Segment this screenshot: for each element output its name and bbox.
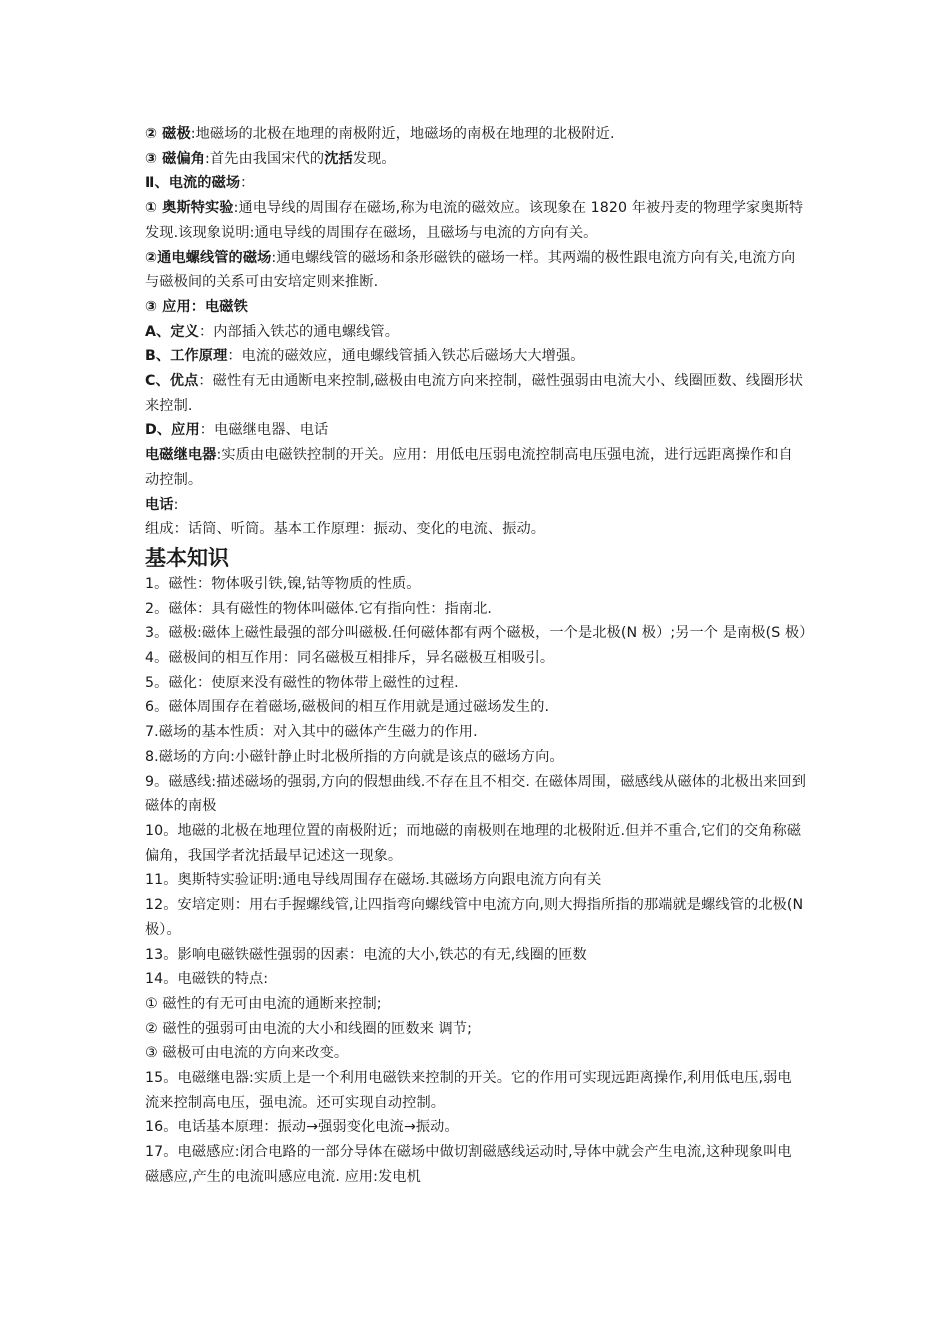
list-item: 10。地磁的北极在地理位置的南极附近；而地磁的南极则在地理的北极附近.但并不重合,它们的交角称磁 偏角，我国学者沈括最早记述这一现象。	[145, 822, 802, 864]
term: ① 奥斯特实验	[145, 200, 234, 217]
list-item: 15。电磁继电器:实质上是一个利用电磁铁来控制的开关。它的作用可实现远距离操作,利用低电压,弱电 流来控制高电压，强电流。还可实现自动控制。	[145, 1070, 792, 1111]
paragraph-relay	[145, 443, 807, 492]
list-item: 8.磁场的方向:小磁针静止时北极所指的方向就是该点的磁场方向。	[145, 748, 564, 765]
list-item: 4。磁极间的相互作用：同名磁极互相排斥，异名磁极互相吸引。	[145, 650, 555, 667]
term: 电话	[145, 496, 174, 513]
text: :首先由我国宋代的	[205, 150, 325, 167]
list-item: ③ 磁极可由电流的方向来改变。	[145, 1045, 349, 1062]
term: 电磁继电器	[145, 447, 217, 464]
section-heading: 基本知识	[145, 544, 229, 570]
list-item: 13。影响电磁铁磁性强弱的因素：电流的大小,铁芯的有无,线圈的匝数	[145, 946, 587, 963]
text: ：	[240, 175, 255, 192]
text: ：电磁继电器、电话	[199, 422, 329, 439]
term: ②通电螺线管的磁场	[145, 249, 272, 266]
term: ② 磁极	[145, 126, 191, 142]
list-item: 6。磁体周围存在着磁场,磁极间的相互作用就是通过磁场发生的.	[145, 699, 550, 716]
text: :通电螺线管的磁场和条形磁铁的磁场一样。其两端的极性跟电流方向有关,电流方向与磁极间的关系可由安培定则来推断.	[145, 249, 796, 291]
text: 发现。	[352, 150, 396, 167]
paragraph-declination	[145, 147, 807, 172]
list-item: 3。磁极:磁体上磁性最强的部分叫磁极.任何磁体都有两个磁极，一个是北极(N 极）;另一个 是南极(S 极）	[145, 625, 814, 642]
list-item: 17。电磁感应:闭合电路的一部分导体在磁场中做切割磁感线运动时,导体中就会产生电流,这种现象叫电 磁感应,产生的电流叫感应电流. 应用:发电机	[145, 1144, 792, 1185]
list-item: 5。磁化：使原来没有磁性的物体带上磁性的过程.	[145, 674, 459, 691]
section-title-current-field	[145, 171, 807, 196]
term: B、工作原理	[145, 348, 228, 365]
text: ：内部插入铁芯的通电螺线管。	[198, 323, 399, 340]
paragraph-solenoid	[145, 246, 807, 295]
term: A、定义	[145, 323, 199, 340]
list-item: 12。安培定则：用右手握螺线管,让四指弯向螺线管中电流方向,则大拇指所指的那端就是螺线管的北极(N 极）。	[145, 897, 804, 938]
term: ③ 应用：电磁铁	[145, 298, 248, 315]
term: ③ 磁偏角	[145, 150, 206, 167]
list-item: ② 磁性的强弱可由电流的大小和线圈的匝数来 调节;	[145, 1020, 472, 1037]
list-item: 11。奥斯特实验证明:通电导线周围存在磁场.其磁场方向跟电流方向有关	[145, 872, 602, 889]
term: D、应用	[145, 422, 200, 439]
paragraph-application	[145, 295, 807, 320]
text: ：电流的磁效应，通电螺线管插入铁芯后磁场大大增强。	[227, 348, 585, 365]
text: :实质由电磁铁控制的开关。应用：用低电压弱电流控制高电压强电流，进行远距离操作和自动控制。	[145, 447, 793, 488]
list-item: 9。磁感线:描述磁场的强弱,方向的假想曲线.不存在且不相交. 在磁体周围，磁感线从磁体的北极出来回到磁体的南极	[145, 773, 807, 815]
list-item: ① 磁性的有无可由电流的通断来控制;	[145, 995, 382, 1012]
text: ：磁性有无由通断电来控制,磁极由电流方向来控制，磁性强弱由电流大小、线圈匝数、线圈形状来控制.	[145, 373, 804, 414]
list-item: 16。电话基本原理：振动→强弱变化电流→振动。	[145, 1119, 459, 1136]
list-item: 14。电磁铁的特点:	[145, 971, 269, 988]
list-item: 7.磁场的基本性质：对入其中的磁体产生磁力的作用.	[145, 724, 478, 741]
document-page	[145, 122, 814, 1190]
list-item: 2。磁体：具有磁性的物体叫磁体.它有指向性：指南北.	[145, 600, 492, 617]
text: :地磁场的北极在地理的南极附近，地磁场的南极在地理的北极附近.	[190, 126, 615, 142]
term: Ⅱ、电流的磁场	[145, 175, 241, 192]
paragraph-definition	[145, 320, 807, 345]
paragraph-principle	[145, 344, 807, 369]
paragraph-magnetic-poles	[145, 122, 807, 147]
list-item: 1。磁性：物体吸引铁,镍,钴等物质的性质。	[145, 575, 421, 592]
text: :通电导线的周围存在磁场,称为电流的磁效应。该现象在 1820 年被丹麦的物理学家奥斯特发现.该现象说明:通电导线的周围存在磁场，且磁场与电流的方向有关。	[145, 200, 804, 241]
term: 沈括	[324, 150, 353, 167]
paragraph-telephone-parts: 组成：话筒、听筒。基本工作原理：振动、变化的电流、振动。	[145, 521, 546, 538]
paragraph-uses	[145, 418, 807, 443]
paragraph-advantages	[145, 369, 807, 418]
term: C、优点	[145, 373, 199, 390]
paragraph-telephone	[145, 493, 807, 518]
paragraph-oersted	[145, 196, 807, 245]
text: :	[173, 496, 179, 513]
knowledge-list	[145, 572, 814, 1190]
